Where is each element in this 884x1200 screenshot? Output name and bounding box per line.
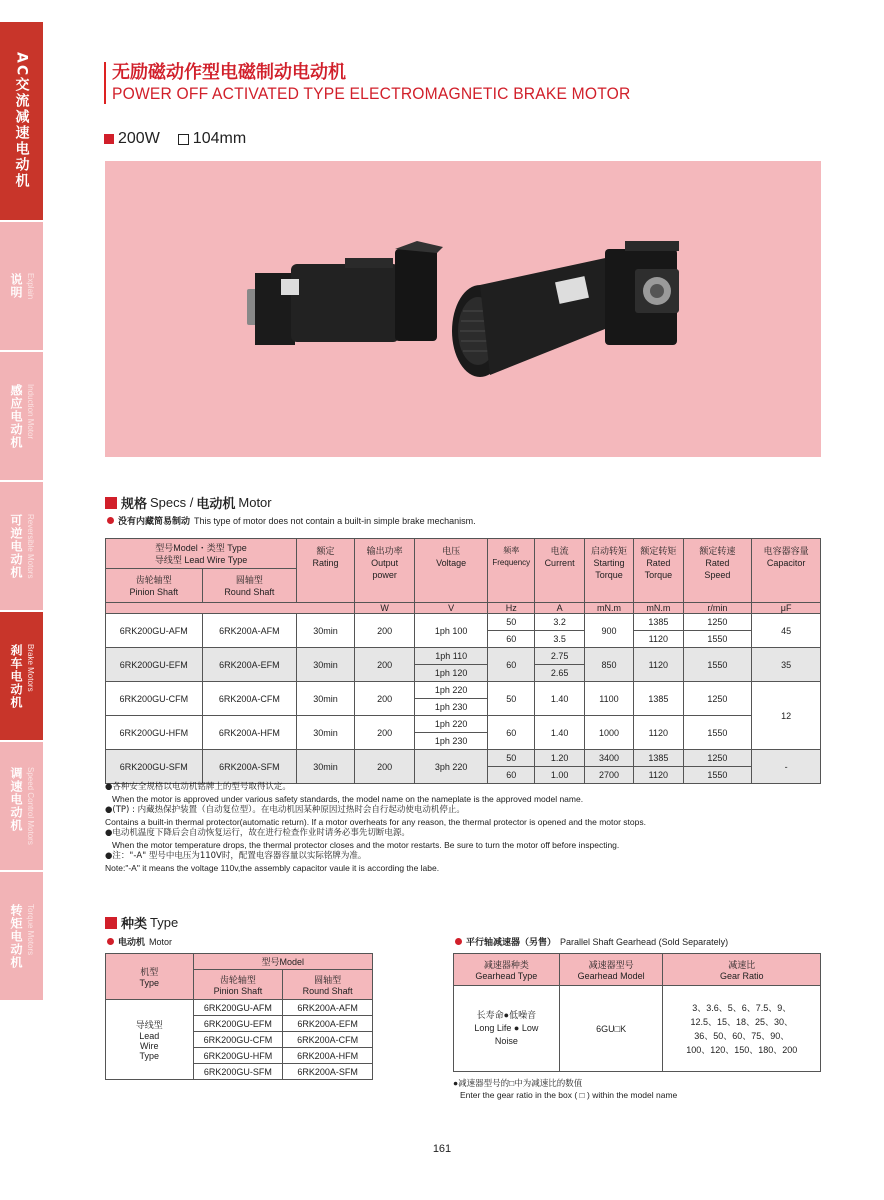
table-row [106,614,821,631]
cell-current: 1.40 [535,682,584,716]
page-title-zh: 无励磁动作型电磁制动电动机 [112,62,346,83]
cell-rating: 30min [297,648,355,682]
bullet-icon [107,517,114,524]
section-marker-icon [105,917,117,929]
cell-current: 1.00 [535,767,584,784]
header-capacitor: 电容器容量 Capacitor [752,539,821,603]
side-tab-label: 感应电动机 [9,383,23,449]
cell-rated-torque: 1120 [634,716,683,750]
cell-pinion: 6RK200GU-SFM [193,1064,283,1080]
cell-rated-torque: 1385 [634,682,683,716]
unit-capacitor: μF [752,603,821,614]
cell-starting-torque: 2700 [584,767,633,784]
cell-current: 2.65 [535,665,584,682]
footnote-en: When the motor temperature drops, the thermal protector closes and the motor restarts. Be sure to turn the motor off before inspecting. [112,839,620,850]
footnote-en: Note:"-A" it means the voltage 110v,the assembly capacitor vaule it is according the labe. [105,862,440,873]
cell-rated-speed: 1550 [683,767,752,784]
cell-round: 6RK200A-HFM [202,716,296,750]
cell-rated-torque: 1385 [634,750,683,767]
cell-pinion: 6RK200GU-HFM [106,716,203,750]
cell-current: 3.2 [535,614,584,631]
power-rating: 200W [118,130,160,147]
cell-pinion: 6RK200GU-CFM [106,682,203,716]
cell-voltage: 1ph 110 [415,648,488,665]
bullet-icon [455,938,462,945]
cell-pinion: 6RK200GU-EFM [193,1016,283,1032]
side-tab-sub: Brake Motors [26,643,35,692]
cell-starting-torque: 1100 [584,682,633,716]
cell-gearhead-type: 长寿命●低噪音 Long Life ● Low Noise [454,986,560,1072]
product-photo [105,161,821,457]
cell-pinion: 6RK200GU-SFM [106,750,203,784]
side-tab-label: 转矩电动机 [9,903,23,969]
cell-starting-torque: 1000 [584,716,633,750]
cell-round: 6RK200A-SFM [283,1064,373,1080]
cell-capacitor: 45 [752,614,821,648]
cell-starting-torque: 850 [584,648,633,682]
header-starting-torque: 启动转矩 Starting Torque [584,539,633,603]
cell-output: 200 [355,750,415,784]
table-row [106,716,821,733]
motor-illustration [105,161,821,457]
cell-round: 6RK200A-AFM [202,614,296,648]
header-rating: 额定 Rating [297,539,355,603]
cell-voltage: 1ph 120 [415,665,488,682]
side-tab-label: 刹车电动机 [9,643,23,709]
gear-ratio-note [453,1077,677,1101]
cell-rating: 30min [297,750,355,784]
motor-subtitle [107,935,172,948]
side-tab-main-label: AC交流减速电动机 [13,52,30,190]
cell-starting-torque: 900 [584,614,633,648]
frame-size: 104mm [192,130,247,147]
filled-square-icon [104,134,114,144]
side-tab-reversible[interactable] [0,482,43,610]
cell-pinion: 6RK200GU-AFM [106,614,203,648]
table-row [454,986,821,1072]
footnote-zh: ●各种安全规格以电动机铭牌上的型号取得认定。 [105,782,291,792]
gearhead-table [453,953,821,1072]
gearhead-subtitle-zh: 平行轴减速器（另售） [466,937,557,947]
cell-gearhead-model: 6GU□K [559,986,663,1072]
header-output: 输出功率 Output power [355,539,415,603]
cell-frequency: 60 [488,716,535,750]
cell-rated-torque: 1120 [634,767,683,784]
cell-rated-speed: 1550 [683,716,752,750]
cell-frequency: 60 [488,648,535,682]
cell-voltage: 3ph 220 [415,750,488,784]
spec-table [105,538,821,784]
header-pinion: 齿轮轴型 Pinion Shaft [106,569,203,603]
gearhead-subtitle [455,935,728,948]
footnote-zh: ●注："-A" 型号中电压为110V时，配置电容器容量以实际铭牌为准。 [105,851,367,861]
cell-frequency: 60 [488,767,535,784]
brake-note [107,514,476,527]
footnote-en: When the motor is approved under various safety standards, the model name on the nameplate is the approved model name. [112,793,584,804]
cell-rated-speed: 1550 [683,648,752,682]
cell-lead-wire: 导线型 Lead Wire Type [106,1000,194,1080]
header-model [106,539,297,569]
cell-gear-ratios: 3、3.6、5、6、7.5、9、 12.5、15、18、25、30、 36、50、60、75、90、 100、120、150、180、200 [663,986,821,1072]
cell-round: 6RK200A-AFM [283,1000,373,1016]
specs-title-en: Specs / [150,495,194,510]
cell-capacitor: - [752,750,821,784]
unit-frequency: Hz [488,603,535,614]
cell-output: 200 [355,614,415,648]
cell-frequency: 50 [488,614,535,631]
cell-rated-speed: 1550 [683,631,752,648]
side-tab-sub: Reversible Motors [26,513,35,578]
cell-voltage: 1ph 230 [415,699,488,716]
cell-voltage: 1ph 100 [415,614,488,648]
cell-output: 200 [355,648,415,682]
motor-subtitle-en: Motor [149,936,173,947]
cell-pinion: 6RK200GU-CFM [193,1032,283,1048]
specs-section-title [105,493,272,512]
spec-summary [104,130,246,148]
type-title-zh: 种类 [121,917,148,932]
side-tab-sub: Explain [26,272,35,300]
page-header [104,62,676,104]
side-tab-sub: Speed Control Motors [26,767,35,845]
gearhead-subtitle-en: Parallel Shaft Gearhead (Sold Separately) [560,936,729,947]
section-marker-icon [105,497,117,509]
cell-pinion: 6RK200GU-HFM [193,1048,283,1064]
header-model-l1: 型号Model・类型 Type [155,542,247,553]
cell-current: 2.75 [535,648,584,665]
table-row [106,1000,373,1016]
side-tab-sub: Torque Motors [26,903,35,955]
side-tab-label: 可逆电动机 [9,513,23,579]
header-rated-speed: 额定转速 Rated Speed [683,539,752,603]
cell-voltage: 1ph 230 [415,733,488,750]
cell-current: 1.20 [535,750,584,767]
brake-note-zh: 没有内藏简易制动 [118,516,191,526]
cell-voltage: 1ph 220 [415,682,488,699]
open-square-icon [178,134,189,145]
cell-pinion: 6RK200GU-EFM [106,648,203,682]
cell-round: 6RK200A-EFM [202,648,296,682]
footnote-zh: ●电动机温度下降后会自动恢复运行，故在进行检查作业时请务必事先切断电源。 [105,828,410,838]
header-model-l2: 导线型 Lead Wire Type [154,554,248,565]
header-round: 圆轴型 Round Shaft [283,970,373,1000]
gear-note-en: Enter the gear ratio in the box ( □ ) within the model name [460,1090,678,1100]
side-tab-torque[interactable] [0,872,43,1000]
unit-voltage: V [415,603,488,614]
table-row [106,750,821,767]
unit-rated-speed: r/min [683,603,752,614]
side-tab-explain[interactable] [0,222,43,350]
cell-rating: 30min [297,716,355,750]
cell-current: 3.5 [535,631,584,648]
page-title-en: POWER OFF ACTIVATED TYPE ELECTROMAGNETIC BRAKE MOTOR [112,84,631,103]
footnotes [105,782,821,874]
unit-current: A [535,603,584,614]
cell-current: 1.40 [535,716,584,750]
cell-voltage: 1ph 220 [415,716,488,733]
side-tab-label: 调速电动机 [9,767,23,833]
cell-rated-torque: 1120 [634,631,683,648]
cell-round: 6RK200A-EFM [283,1016,373,1032]
cell-capacitor: 35 [752,648,821,682]
cell-rated-torque: 1385 [634,614,683,631]
cell-round: 6RK200A-HFM [283,1048,373,1064]
cell-frequency: 50 [488,682,535,716]
footnote-en: Contains a built-in thermal protector(automatic return). If a motor overheats for any reason, the thermal protector is opened and the motor stops. [105,816,646,827]
cell-rating: 30min [297,614,355,648]
header-rated-torque: 额定转矩 Rated Torque [634,539,683,603]
gear-note-zh: ●减速器型号的□中为减速比的数值 [453,1078,583,1088]
header-type: 机型 Type [106,954,194,1000]
cell-rated-speed: 1250 [683,750,752,767]
motor-title-zh: 电动机 [196,497,236,512]
cell-capacitor: 12 [752,682,821,750]
bullet-icon [107,938,114,945]
cell-pinion: 6RK200GU-AFM [193,1000,283,1016]
unit-output: W [355,603,415,614]
table-row [106,648,821,665]
cell-rated-speed: 1250 [683,682,752,716]
header-gearhead-model: 减速器型号 Gearhead Model [559,954,663,986]
motor-title-en: Motor [238,495,272,510]
side-tab-sub: Induction Motor [26,383,35,439]
side-tab-label: 说明 [9,272,23,299]
footnote-zh: ●(TP) : 内藏热保护装置（自动复位型）。在电动机因某种原因过热时会自行起动使电动机停止。 [105,805,465,815]
type-table [105,953,373,1080]
side-navigation [0,0,44,1200]
header-gearhead-type: 减速器种类 Gearhead Type [454,954,560,986]
type-section-title [105,913,178,932]
header-gear-ratio: 减速比 Gear Ratio [663,954,821,986]
cell-output: 200 [355,682,415,716]
cell-starting-torque: 3400 [584,750,633,767]
side-tab-speed[interactable] [0,742,43,870]
cell-frequency: 50 [488,750,535,767]
specs-title-zh: 规格 [121,497,148,512]
cell-rated-speed: 1250 [683,614,752,631]
cell-output: 200 [355,716,415,750]
cell-frequency: 60 [488,631,535,648]
type-title-en: Type [150,915,179,930]
header-current: 电流 Current [535,539,584,603]
header-model: 型号Model [193,954,372,970]
side-tab-induction[interactable] [0,352,43,480]
cell-rated-torque: 1120 [634,648,683,682]
page-number: 161 [432,1143,452,1155]
header-voltage: 电压 Voltage [415,539,488,603]
cell-round: 6RK200A-CFM [283,1032,373,1048]
header-pinion: 齿轮轴型 Pinion Shaft [193,970,283,1000]
cell-round: 6RK200A-SFM [202,750,296,784]
cell-rating: 30min [297,682,355,716]
unit-rated-torque: mN.m [634,603,683,614]
header-round: 圆轴型 Round Shaft [202,569,296,603]
brake-note-en: This type of motor does not contain a built-in simple brake mechanism. [194,515,476,526]
unit-starting-torque: mN.m [584,603,633,614]
side-tab-brake[interactable] [0,612,43,740]
motor-subtitle-zh: 电动机 [118,937,146,947]
cell-round: 6RK200A-CFM [202,682,296,716]
side-tab-ac-motor[interactable] [0,22,43,220]
header-frequency: 频率 Frequency [488,539,535,603]
table-row [106,682,821,699]
